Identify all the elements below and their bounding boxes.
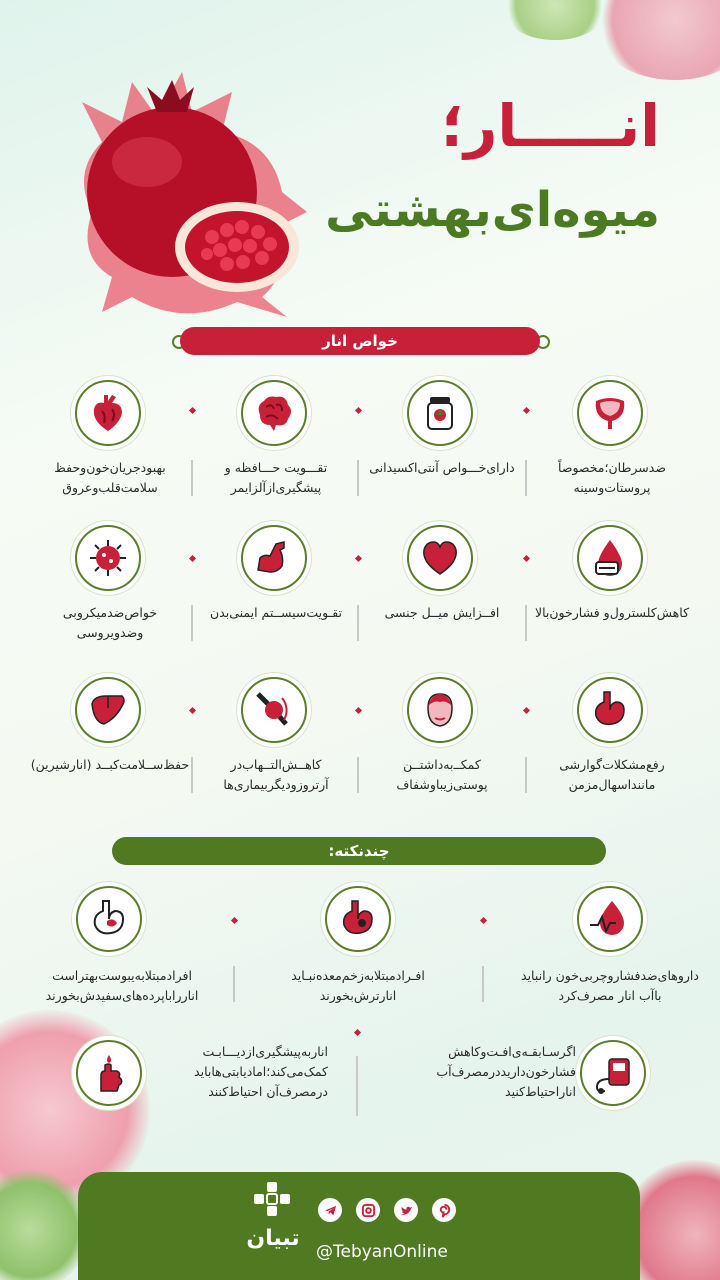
- tip-item: [268, 886, 448, 1006]
- separator-dot: [523, 555, 530, 562]
- tip-text: اگرسـابقـه‌ی‌افـت‌وکاهش فشارخون‌دارید‌در‌مصرف‌آب انار‌احتیاط‌کنید: [436, 1044, 576, 1099]
- heart-organ-icon: [75, 380, 141, 446]
- stomach-ulcer-icon: [325, 886, 391, 952]
- muscle-arm-icon: [241, 525, 307, 591]
- separator-line: [482, 966, 484, 1002]
- knee-joint-icon: [241, 677, 307, 743]
- pomegranate-illustration: [62, 62, 312, 322]
- separator-dot: [523, 407, 530, 414]
- property-text: کاهــش‌التــهاب‌در آرتروزودیگربیماری‌ها: [223, 757, 329, 792]
- stomach-icon: [577, 677, 643, 743]
- tip-text: اناربه‌پیشگیری‌ازدیـــابـت کمک‌می‌کند؛امادیابتی‌هاباید درمصرف‌آن احتیاط‌کنند: [194, 1044, 328, 1099]
- tip-item: [520, 886, 700, 1006]
- liver-icon: [75, 677, 141, 743]
- tip-item: [72, 1040, 332, 1120]
- page-title-line2: میوه‌ای‌بهشتی: [325, 182, 660, 238]
- antioxidant-jar-icon: [407, 380, 473, 446]
- decor-petal-top-right: [590, 0, 720, 80]
- separator-line: [191, 460, 193, 496]
- tip-text: داروهای‌ضدفشاروچربی‌خون رانباید باآب انار مصرف‌کرد: [521, 968, 699, 1003]
- tebyan-logo-text: تبیان: [246, 1226, 300, 1251]
- property-text: ضدسرطان؛مخصوصاً پروستات‌وسینه: [558, 460, 666, 495]
- property-text: حفظ‌ســلامت‌کبــد (انارشیرین): [30, 757, 190, 772]
- face-skin-icon: [407, 677, 473, 743]
- separator-dot: [354, 1029, 361, 1036]
- tebyan-logo-icon: [250, 1180, 294, 1224]
- separator-line: [191, 605, 193, 641]
- twitter-icon[interactable]: [394, 1198, 418, 1222]
- tip-item: [380, 1040, 680, 1120]
- property-text: دارای‌خـــواص آنتی‌اکسیدانی: [369, 460, 515, 475]
- social-handle[interactable]: @TebyanOnline: [316, 1242, 448, 1262]
- separator-dot: [189, 707, 196, 714]
- property-text: خواص‌ضدمیکروبی وضدویروسی: [62, 605, 158, 640]
- separator-line: [191, 757, 193, 793]
- separator-line: [525, 757, 527, 793]
- separator-dot: [523, 707, 530, 714]
- blood-pressure-monitor-icon: [580, 1040, 646, 1106]
- property-text: کاهش‌کلسترول‌و فشارخون‌بالا: [534, 605, 690, 620]
- tip-text: افرادمبتلابه‌یبوست‌بهتراست انارراباپرده‌های‌سفیدش‌بخورند: [45, 968, 199, 1003]
- brain-icon: [241, 380, 307, 446]
- property-text: رفع‌مشکلات‌گوارشی مانند‌اسهال‌مزمن: [559, 757, 665, 792]
- footer-bar: [78, 1172, 640, 1280]
- tip-item: [22, 886, 222, 1006]
- property-text: تقـــویت حـــافظه و پیشگیری‌ازآلزایمر: [224, 460, 328, 495]
- virus-icon: [75, 525, 141, 591]
- instagram-icon[interactable]: [356, 1198, 380, 1222]
- pinterest-icon[interactable]: [432, 1198, 456, 1222]
- property-text: افــزایش میــل جنسی: [384, 605, 500, 620]
- separator-dot: [355, 555, 362, 562]
- separator-line: [357, 757, 359, 793]
- page-title-line1: انـــــار؛: [440, 92, 660, 160]
- prostate-icon: [577, 380, 643, 446]
- separator-dot: [355, 707, 362, 714]
- separator-dot: [355, 407, 362, 414]
- constipation-stomach-icon: [76, 886, 142, 952]
- tip-text: افـرادمبتلابه‌زخم‌معده‌نبـاید انارترش‌بخورند: [291, 968, 425, 1003]
- separator-line: [525, 605, 527, 641]
- property-text: تقـویت‌سیســتم ایمنی‌بدن: [209, 605, 343, 620]
- property-text: کمکــ‌‌به‌داشتــن پوستی‌زیباوشفاف: [396, 757, 488, 792]
- tips-heading: چندنکته:: [112, 837, 606, 865]
- separator-line: [357, 460, 359, 496]
- separator-dot: [189, 407, 196, 414]
- separator-line: [356, 1056, 358, 1116]
- finger-prick-icon: [76, 1040, 142, 1106]
- blood-pressure-drop-icon: [577, 525, 643, 591]
- separator-dot: [480, 917, 487, 924]
- blood-drop-heartbeat-icon: [577, 886, 643, 952]
- telegram-icon[interactable]: [318, 1198, 342, 1222]
- separator-line: [357, 605, 359, 641]
- heart-icon: [407, 525, 473, 591]
- separator-dot: [231, 917, 238, 924]
- separator-dot: [189, 555, 196, 562]
- property-text: بهبودجریان‌خون‌وحفظ سلامت‌قلب‌وعروق: [54, 460, 166, 495]
- separator-line: [233, 966, 235, 1002]
- separator-line: [525, 460, 527, 496]
- properties-heading: خواص انار: [180, 327, 540, 355]
